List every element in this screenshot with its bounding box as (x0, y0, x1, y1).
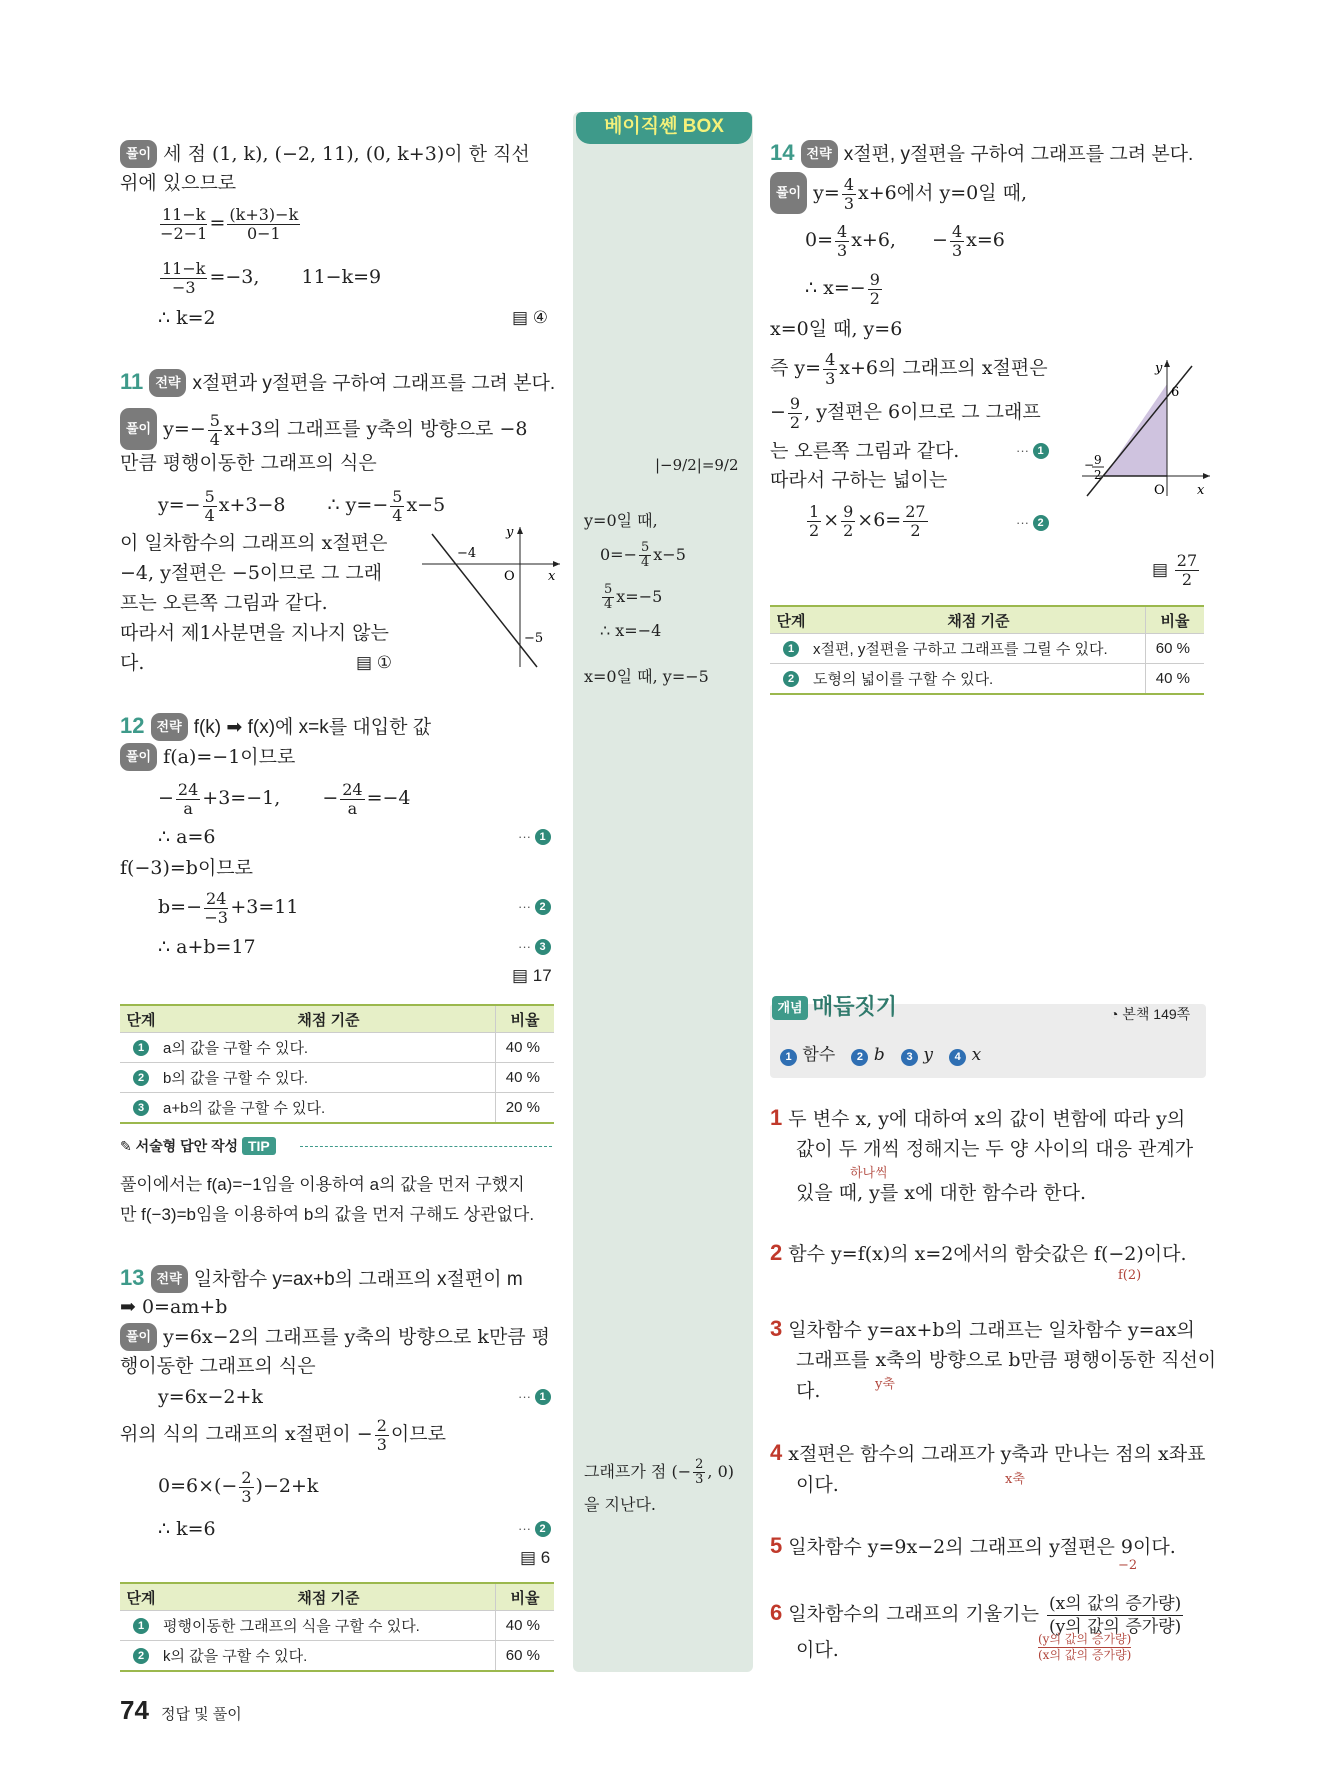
q13-scoring-table: 단계 채점 기준 비율 1 평행이동한 그래프의 식을 구할 수 있다. 40 % 2 k의 값을 구할 수 있다. 60 % (120, 1582, 554, 1672)
q11-line6: 프는 오른쪽 그림과 같다. (120, 592, 328, 614)
q13-header: 13 전략 일차함수 y=ax+b의 그래프의 x절편이 m (120, 1265, 523, 1293)
q13-line2: 행이동한 그래프의 식은 (120, 1355, 316, 1377)
ox-item-4: 4 x절편은 함수의 그래프가 y축과 만나는 점의 x좌표 (770, 1440, 1206, 1465)
q11-graph-x-label: x (548, 569, 556, 584)
q12-line5: b=− $\frac{24}{-3}$ +3=11 (158, 888, 299, 927)
footer-label: 정답 및 풀이 (160, 1706, 242, 1723)
answer-icon: ▤ (1152, 560, 1169, 579)
q10-fraction-eq: $\frac{11-k}{-2-1}$ = $\frac{(k+3)-k}{0-1}$ (160, 204, 299, 243)
q14-graph-x-intercept-d: 2 (1094, 468, 1102, 482)
q14-answer: ▤ $\frac{27}{2}$ (1152, 551, 1198, 590)
table-row: 1 a의 값을 구할 수 있다. 40 % (120, 1033, 554, 1063)
strategy-badge: 전략 (149, 369, 186, 397)
q12-tip2: 만 f(−3)=b임을 이용하여 b의 값을 먼저 구해도 상관없다. (120, 1205, 535, 1224)
q13-line5: 0=6×(− $\frac{2}{3}$ )−2+k (158, 1467, 319, 1506)
q14-graph-origin: O (1154, 483, 1165, 498)
q12-line1: 풀이 f(a)=−1이므로 (120, 743, 295, 771)
basic-box-strip (573, 112, 753, 1672)
q12-header: 12 전략 f(k) ➡ f(x)에 x=k를 대입한 값 (120, 713, 431, 741)
q14-graph (1082, 358, 1212, 498)
basic-box-title: 베이직쎈 BOX (576, 112, 752, 144)
q12-line4: f(−3)=b이므로 (120, 857, 254, 879)
q12-line6: ∴ a+b=17 (158, 936, 256, 958)
ox-2-correction: f(2) (1118, 1268, 1142, 1283)
q14-graph-y-label: y (1155, 361, 1163, 376)
q14-line6: − $\frac{9}{2}$ , y절편은 6이므로 그 그래프 (770, 393, 1041, 432)
q10-line1: 풀이 세 점 (1, k), (−2, 11), (0, k+3)이 한 직선 (120, 140, 530, 168)
answer-icon: ▤ (512, 308, 529, 327)
q11-answer: ▤ ① (356, 653, 393, 672)
q11-line3: y=− $\frac{5}{4}$ x+3−8 ∴ y=− $\frac{5}{4}$ x−5 (158, 486, 446, 525)
q13-line6: ∴ k=6 (158, 1518, 216, 1540)
q12-tip-title: ✎ 서술형 답안 작성 TIP (120, 1133, 276, 1159)
q11-graph-y-intercept: −5 (524, 631, 544, 646)
q13-line4: 위의 식의 그래프의 x절편이 − $\frac{2}{3}$ 이므로 (120, 1415, 446, 1454)
q14-abs-note: |−9/2|=9/2 (655, 456, 739, 474)
q13-strategy2: ➡ 0=am+b (120, 1296, 228, 1318)
concept-title: 매듭짓기 (812, 994, 898, 1019)
q14-line2: 0= $\frac{4}{3}$ x+6, − $\frac{4}{3}$ x=6 (805, 221, 1005, 260)
table-row: 2 도형의 넓이를 구할 수 있다. 40 % (770, 664, 1204, 695)
q14-line9: $\frac{1}{2}$ × $\frac{9}{2}$ ×6= $\frac{27}{2}$ (809, 501, 926, 540)
q12-mark2: ··· 2 (518, 894, 551, 920)
ox-3-correction: y축 (875, 1377, 895, 1392)
q14-header: 14 전략 x절편, y절편을 구하여 그래프를 그려 본다. (770, 140, 1193, 168)
q12-answer: ▤ 17 (512, 966, 552, 985)
answer-icon: ▤ (512, 966, 529, 985)
q14-line8: 따라서 구하는 넓이는 (770, 469, 948, 491)
q11-line4: 이 일차함수의 그래프의 x절편은 (120, 532, 388, 554)
tip-divider (300, 1146, 552, 1147)
q11-line7: 따라서 제1사분면을 지나지 않는 (120, 622, 389, 644)
ox-item-3: 3 일차함수 y=ax+b의 그래프는 일차함수 y=ax의 (770, 1316, 1195, 1341)
solution-badge: 풀이 (120, 140, 157, 168)
q11-graph-origin: O (504, 569, 515, 584)
q13-line1: 풀이 y=6x−2의 그래프를 y축의 방향으로 k만큼 평 (120, 1323, 550, 1351)
q14-graph-x-label: x (1197, 483, 1205, 498)
q14-mark1: ··· 1 (1016, 438, 1049, 464)
q13-side1: 그래프가 점 (− $\frac{2}{3}$ , 0) (584, 1457, 734, 1487)
q10-result: ∴ k=2 (158, 307, 216, 329)
q11-line2: 만큼 평행이동한 그래프의 식은 (120, 452, 377, 474)
q13-line3: y=6x−2+k (158, 1386, 263, 1408)
q14-line7: 는 오른쪽 그림과 같다. (770, 440, 960, 462)
q13-side2: 을 지난다. (584, 1495, 656, 1514)
ox-6-correction: (y의 값의 증가량) (x의 값의 증가량) (1038, 1632, 1132, 1662)
ox-5-correction: −2 (1118, 1558, 1138, 1573)
reference-icon: ◔ (1110, 1006, 1119, 1022)
q11-side3: $\frac{5}{4}$ x=−5 (604, 582, 663, 612)
q14-line1: 풀이 y= $\frac{4}{3}$ x+6에서 y=0일 때, (770, 172, 1027, 214)
q12-scoring-table: 단계 채점 기준 비율 1 a의 값을 구할 수 있다. 40 % 2 b의 값을 구할 수 있다. 40 % 3 a+b의 값을 구할 수 있다. 20 % (120, 1004, 554, 1124)
q12-tip1: 풀이에서는 f(a)=−1임을 이용하여 a의 값을 먼저 구했지 (120, 1175, 525, 1194)
page-number: 74 (120, 1695, 149, 1725)
ox-4-correction: x축 (1005, 1472, 1025, 1487)
q10-answer: ▤ ④ (512, 308, 549, 327)
q14-line4: x=0일 때, y=6 (770, 318, 903, 340)
q10-line2: 위에 있으므로 (120, 172, 237, 194)
q11-header: 11 전략 x절편과 y절편을 구하여 그래프를 그려 본다. (120, 369, 555, 397)
q11-side4: ∴ x=−4 (600, 621, 662, 640)
q12-mark1: ··· 1 (518, 824, 551, 850)
q13-mark2: ··· 2 (518, 1516, 551, 1542)
concept-ref: ◔ 본책 149쪽 (1110, 1006, 1191, 1022)
ox-item-1: 1 두 변수 x, y에 대하여 x의 값이 변함에 따라 y의 (770, 1105, 1186, 1130)
q14-scoring-table: 단계 채점 기준 비율 1 x절편, y절편을 구하고 그래프를 그릴 수 있다. 60 % 2 도형의 넓이를 구할 수 있다. 40 % (770, 605, 1204, 695)
q13-answer: ▤ 6 (520, 1548, 551, 1567)
q11-line8: 다. (120, 652, 145, 674)
q11-side2: 0=− $\frac{5}{4}$ x−5 (600, 540, 686, 570)
ox-item-5: 5 일차함수 y=9x−2의 그래프의 y절편은 9이다. (770, 1533, 1176, 1558)
ox-item-6: 6 일차함수의 그래프의 기울기는 (x의 값의 증가량) (y의 값의 증가량) (770, 1593, 1182, 1637)
answer-icon: ▤ (356, 653, 373, 672)
q11-side5: x=0일 때, y=−5 (584, 667, 709, 686)
q12-mark3: ··· 3 (518, 934, 551, 960)
q12-line2: − $\frac{24}{a}$ +3=−1, − $\frac{24}{a}$ =−4 (158, 779, 411, 818)
tip-badge: TIP (242, 1137, 276, 1155)
q14-graph-x-intercept-n: 9 (1094, 453, 1102, 467)
concept-tag: 개념 (772, 996, 808, 1020)
q14-graph-y-intercept: 6 (1171, 385, 1180, 400)
q14-mark2: ··· 2 (1016, 510, 1049, 536)
answer-icon: ▤ (520, 1548, 537, 1567)
q11-graph (412, 522, 562, 672)
svg-text:−: − (1084, 458, 1095, 472)
concept-answers: 1 함수 2 b 3 y 4 x (780, 1042, 981, 1068)
q12-line3: ∴ a=6 (158, 826, 216, 848)
table-row: 1 평행이동한 그래프의 식을 구할 수 있다. 40 % (120, 1611, 554, 1641)
q11-graph-y-label: y (506, 525, 514, 540)
q14-line3: ∴ x=− $\frac{9}{2}$ (805, 269, 880, 308)
q10-step: $\frac{11-k}{-3}$ =−3, 11−k=9 (162, 258, 382, 297)
ox-item-2: 2 함수 y=f(x)의 x=2에서의 함숫값은 f(−2)이다. (770, 1240, 1187, 1265)
table-row: 3 a+b의 값을 구할 수 있다. 20 % (120, 1093, 554, 1124)
footer (120, 1697, 242, 1728)
q11-line5: −4, y절편은 −5이므로 그 그래 (120, 562, 383, 584)
q11-side1: y=0일 때, (584, 511, 658, 530)
q13-mark1: ··· 1 (518, 1384, 551, 1410)
table-row: 1 x절편, y절편을 구하고 그래프를 그릴 수 있다. 60 % (770, 634, 1204, 664)
table-row: 2 k의 값을 구할 수 있다. 60 % (120, 1641, 554, 1672)
q14-line5: 즉 y= $\frac{4}{3}$ x+6의 그래프의 x절편은 (770, 349, 1048, 388)
pencil-icon: ✎ (120, 1138, 132, 1154)
q11-line1: 풀이 y=− $\frac{5}{4}$ x+3의 그래프를 y축의 방향으로 −8 (120, 408, 527, 450)
ox-1-correction: 하나씩 (850, 1166, 888, 1181)
q11-graph-x-intercept: −4 (457, 546, 477, 561)
table-row: 2 b의 값을 구할 수 있다. 40 % (120, 1063, 554, 1093)
